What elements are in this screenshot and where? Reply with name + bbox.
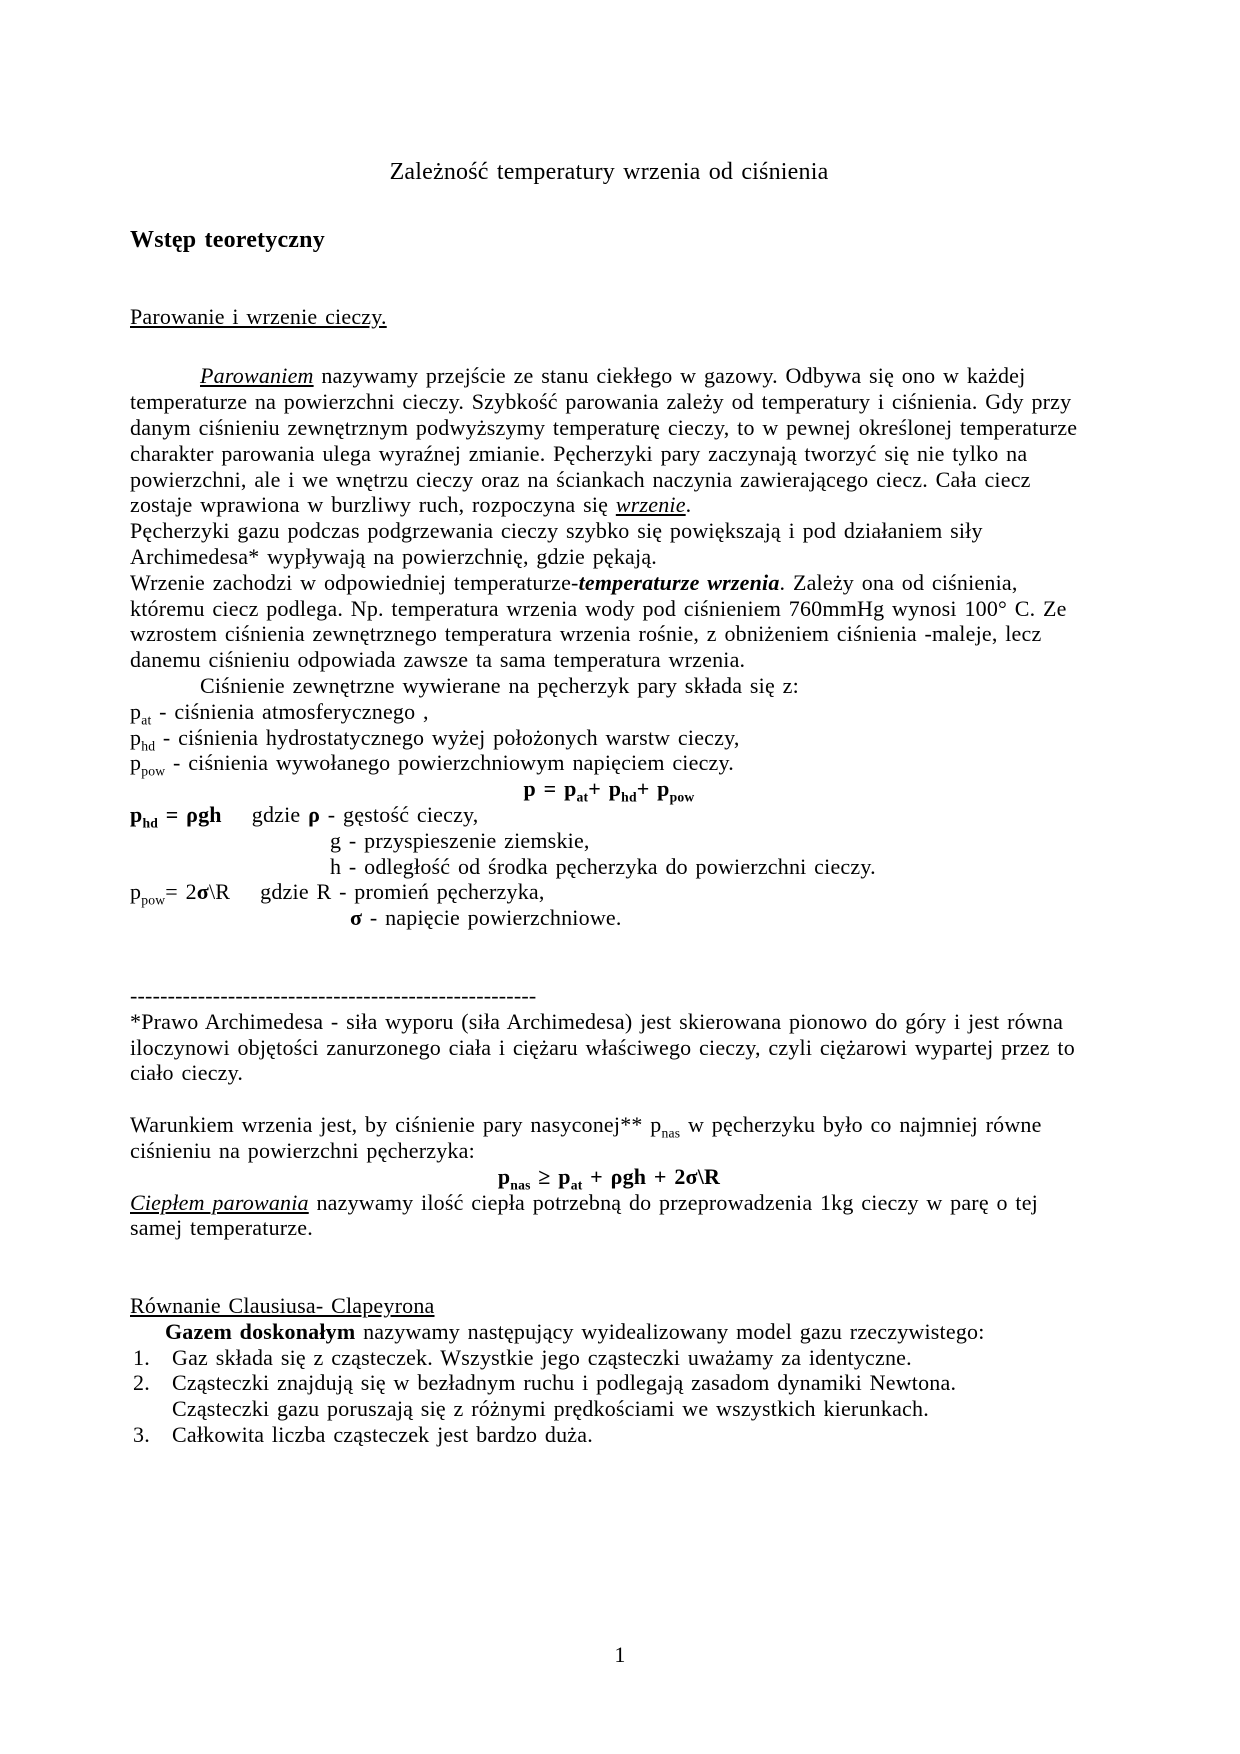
list-text: Całkowita liczba cząsteczek jest bardzo duża.: [172, 1422, 593, 1448]
paragraph-parowanie: [130, 363, 1088, 518]
formula-boiling-condition: $p_{nas} \ge p_{at} + \rho gh$ + 2σ\R: [497, 1163, 721, 1193]
subscript: pow: [141, 763, 166, 779]
page-content: [130, 0, 1088, 1448]
page-number: 1: [614, 1642, 626, 1667]
paragraph-text: nazywamy następujący wyidealizowany model gazu rzeczywistego:: [355, 1318, 985, 1344]
subscript: hd: [142, 815, 158, 831]
paragraph-text: . Zależy ona od ciśnienia, któremu ciecz podlega. Np. temperatura wrzenia wody pod ciśnieniem 760mmHg wynosi 100° C. Ze wzrostem ciśnienia zewnętrznego temperatura wrzenia rośnie, z obniżeniem ciśnienia -maleje, lecz danemu ciśnieniu odpowiada zawsze ta sama temperatura wrzenia.: [130, 569, 1067, 673]
subscript: nas: [661, 1125, 681, 1141]
term-cieplem-parowania: Ciepłem parowania: [130, 1189, 309, 1215]
list-number: 1.: [133, 1344, 150, 1370]
subscript: at: [570, 1177, 583, 1193]
symbol-sigma: σ: [350, 905, 363, 931]
paragraph-text: w pęcherzyku było co najmniej równe ciśnieniu na powierzchni pęcherzyka:: [130, 1112, 1042, 1163]
definition-phd: [130, 725, 1088, 751]
paragraph-text: Wrzenie zachodzi w odpowiedniej temperaturze-: [130, 569, 579, 595]
definition-ppow: [130, 750, 1088, 779]
definition-text: - napięcie powierzchniowe.: [362, 905, 622, 931]
footnote-archimedes: *Prawo Archimedesa - siła wyporu (siła Archimedesa) jest skierowana pionowo do góry i jest równa iloczynowi objętości zanurzonego ciała i ciężaru właściwego cieczy, czyli ciężarowi wypartej przez to ciało cieczy.: [130, 1008, 1075, 1086]
paragraph-wrzenie-zachodzi: [130, 570, 1088, 673]
subscript: hd: [141, 737, 156, 753]
formula-surface: [130, 879, 1088, 908]
document-title: Zależność temperatury wrzenia od ciśnienia: [389, 159, 829, 185]
formula-phd-rgh: $p_{hd} = \rho gh$: [130, 801, 222, 831]
definition-pat: [130, 698, 1088, 728]
term-temperatura-wrzenia: temperaturze wrzenia: [578, 569, 780, 595]
where-clause-sigma: [130, 905, 1088, 931]
subscript: pow: [141, 892, 166, 908]
term-gazem-doskonalym: Gazem doskonałym: [165, 1318, 356, 1344]
subscript: at: [576, 789, 589, 805]
subscript: nas: [510, 1177, 531, 1193]
symbol-sigma: σ: [196, 879, 209, 905]
subscript: hd: [621, 789, 637, 805]
where-clause-h: h - odległość od środka pęcherzyka do powierzchni cieczy.: [330, 853, 876, 879]
formula-total-pressure: $p = p_{at}+ p_{hd}+ p_{pow}$: [523, 776, 695, 805]
list-text: Gaz składa się z cząsteczek. Wszystkie jego cząsteczki uważamy za identyczne.: [172, 1344, 912, 1370]
where-clause-rho: gdzie ρ - gęstość cieczy,: [251, 801, 479, 827]
subsection-heading-clausius-clapeyron: Równanie Clausiusa- Clapeyrona: [130, 1293, 435, 1319]
where-clause-R: gdzie R - promień pęcherzyka,: [260, 879, 545, 905]
formula-hydrostatic: [130, 801, 1088, 831]
definition-text: - ciśnienia hydrostatycznego wyżej położonych warstw cieczy,: [155, 724, 740, 750]
term-wrzenie: wrzenie: [615, 492, 686, 518]
paragraph-pecherzyki: Pęcherzyki gazu podczas podgrzewania cieczy szybko się powiększają i pod działaniem siły Archimedesa* wypływają na powierzchnię, gdzie pękają.: [130, 518, 983, 569]
paragraph-cisnienie-zewnetrzne: Ciśnienie zewnętrzne wywierane na pęcherzyk pary składa się z:: [200, 672, 799, 698]
definition-text: - ciśnienia atmosferycznego ,: [151, 698, 429, 724]
paragraph-text: nazywamy ilość ciepła potrzebną do przeprowadzenia 1kg cieczy w parę o tej samej temperaturze.: [130, 1189, 1038, 1241]
formula-ppow-2sigma: $p_{pow}=$ 2σ\R: [130, 879, 231, 908]
paragraph-text: nazywamy przejście ze stanu ciekłego w gazowy. Odbywa się ono w każdej temperaturze na powierzchni cieczy. Szybkość parowania zależy od temperatury i ciśnienia. Gdy przy danym ciśnieniu zewnętrznym podwyższymy temperaturę cieczy, to w pewnej określonej temperaturze charakter parowania ulega wyraźnej zmianie. Pęcherzyki pary zaczynają tworzyć się nie tylko na powierzchni, ale i we wnętrzu cieczy oraz na ściankach naczynia zawierającego ciecz. Cała ciecz zostaje wprawiona w burzliwy ruch, rozpoczyna się: [130, 363, 1078, 518]
list-number: 2.: [133, 1370, 150, 1396]
paragraph-text: .: [685, 492, 692, 518]
list-number: 3.: [133, 1422, 150, 1448]
paragraph-gaz-doskonaly: [130, 1319, 1088, 1345]
where-clause-g: g - przyspieszenie ziemskie,: [330, 827, 590, 853]
symbol-ppow: $p_{pow}$: [130, 750, 166, 779]
term-parowaniem: Parowaniem: [200, 363, 314, 389]
symbol-phd: $p_{hd}$: [130, 724, 156, 753]
symbol-pat: $p_{at}$: [130, 698, 152, 728]
list-item-3: [130, 1422, 1088, 1448]
definition-text: - ciśnienia wywołanego powierzchniowym napięciem cieczy.: [165, 750, 734, 776]
list-text: Cząsteczki znajdują się w bezładnym ruchu i podlegają zasadom dynamiki Newtona.: [172, 1370, 957, 1396]
subscript: at: [141, 712, 152, 728]
footnote-separator: ------------------------------------------------------: [130, 982, 537, 1008]
symbol-rho: ρ: [308, 801, 321, 827]
paragraph-cieplo-parowania: [130, 1190, 1088, 1242]
paragraph-warunek-wrzenia: [130, 1112, 1088, 1164]
list-item-2: [130, 1370, 1088, 1422]
list-text-continued: Cząsteczki gazu poruszają się z różnymi prędkościami we wszystkich kierunkach.: [172, 1396, 929, 1422]
list-item-1: [130, 1345, 1088, 1371]
paragraph-text: Warunkiem wrzenia jest, by ciśnienie pary nasyconej** p: [130, 1112, 662, 1138]
subscript: pow: [669, 789, 695, 805]
section-heading-wstep-teoretyczny: Wstęp teoretyczny: [130, 226, 325, 253]
subsection-heading-parowanie: Parowanie i wrzenie cieczy.: [130, 303, 387, 329]
